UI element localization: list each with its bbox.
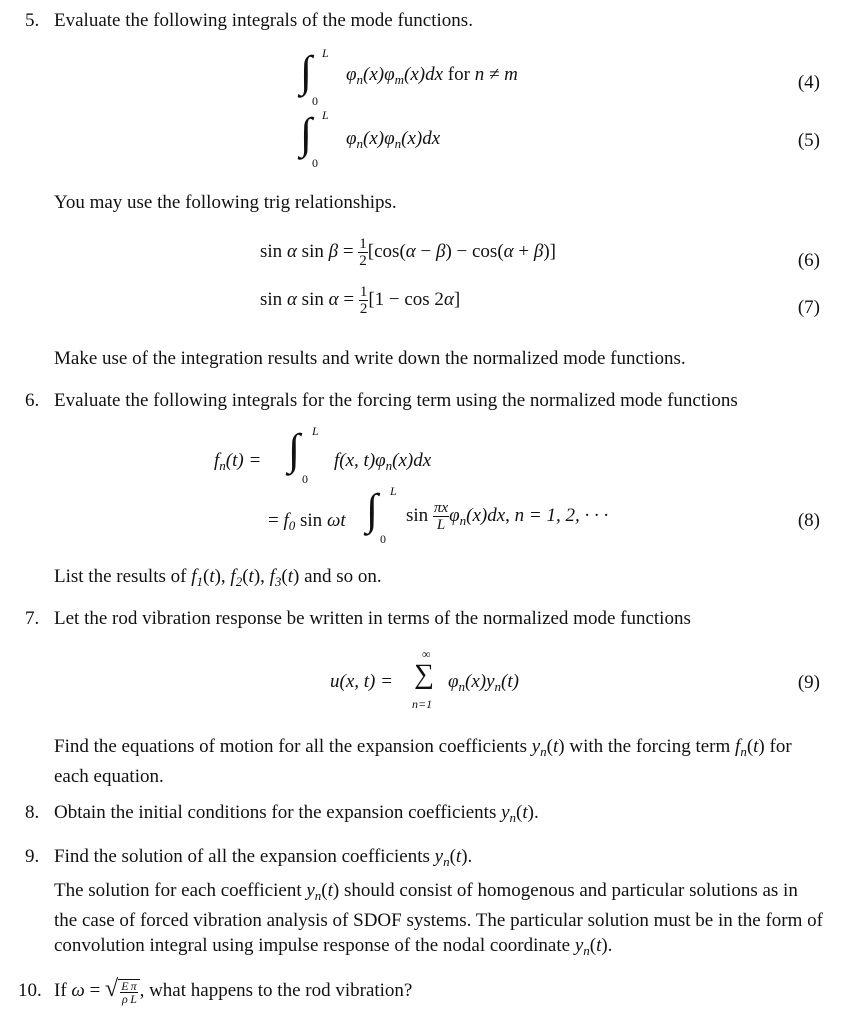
and-so-on-text: and so on.: [304, 566, 382, 587]
trig-intro: You may use the following trig relationships.: [54, 192, 397, 213]
normalize-paragraph: Make use of the integration results and write down the normalized mode functions.: [54, 348, 686, 369]
eom-text-a: Find the equations of motion for all the expansion coefficients: [54, 736, 527, 757]
equation-label-9: (9): [797, 672, 820, 693]
equation-label-7: (7): [797, 297, 820, 318]
solution-text-b: should consist of homogenous and particular solutions as in the case of forced vibration analysis of SDOF systems. The particular solution must be in the form of convolution integral using impulse response of the nodal coordinate: [54, 880, 823, 956]
eom-text-b: with the forcing term: [569, 736, 731, 757]
item-text-10: If ω = √ $\frac{E}{\rho}$ $\frac{\pi}{L}$ , what happens to the rod vibration?: [54, 976, 413, 1006]
eom-text-c: for each equation.: [54, 736, 792, 787]
equation-8-line2: = $f_0$ sin ωt ∫ L 0 sin $\frac{\pi x}{L}$ $\varphi_n(x)dx$, n = 1, 2, · · ·: [268, 484, 609, 546]
equation-9: u(x, t) = ∞ ∑ n=1 $\varphi_n(x)y_n(t)$: [330, 647, 519, 711]
item-number-6: 6.: [25, 390, 40, 411]
equation-7: sin α sin α = $\frac{1}{2}$ [1 − cos 2α]: [260, 284, 461, 317]
list-results-paragraph: List the results of $f_1(t)$, $f_2(t)$, $f_3(t)$ and so on.: [54, 566, 382, 589]
solution-paragraph: The solution for each coefficient $y_n(t)$ should consist of homogenous and particular solutions as in the case of forced vibration analysis of SDOF systems. The particular solution must be in the form of convolution integral using impulse response of the nodal coordinate $y_n(t)$.: [54, 880, 823, 958]
equation-label-6: (6): [797, 250, 820, 271]
item-text-10-tail: , what happens to the rod vibration?: [139, 980, 413, 1001]
for-word: for: [447, 64, 470, 85]
item-number-10: 10.: [18, 980, 42, 1001]
list-results-text: List the results of: [54, 566, 187, 587]
item-text-9-body: Find the solution of all the expansion coefficients: [54, 846, 430, 867]
equation-5: ∫ L 0 $\varphi_n(x)\varphi_n(x)dx$: [300, 108, 441, 170]
item-text-9: Find the solution of all the expansion coefficients $y_n(t)$.: [54, 846, 473, 869]
item-number-9: 9.: [25, 846, 40, 867]
equation-4: ∫ L 0 $\varphi_n(x)\varphi_m(x)dx$ for n ≠ m: [300, 46, 518, 108]
item-text-8-body: Obtain the initial conditions for the expansion coefficients: [54, 802, 497, 823]
equation-label-4: (4): [797, 72, 820, 93]
item-number-7: 7.: [25, 608, 40, 629]
item-number-5: 5.: [25, 10, 40, 31]
eom-paragraph: Find the equations of motion for all the expansion coefficients $y_n(t)$ with the forcing term $f_n(t)$ for each equation.: [54, 736, 792, 787]
item-text-10-body: If: [54, 980, 67, 1001]
item-number-8: 8.: [25, 802, 40, 823]
equation-label-8: (8): [797, 510, 820, 531]
equation-label-5: (5): [797, 130, 820, 151]
item-text-8: Obtain the initial conditions for the expansion coefficients $y_n(t)$.: [54, 802, 539, 825]
equation-6: sin α sin β = $\frac{1}{2}$ [cos(α − β) − cos(α + β)]: [260, 236, 556, 269]
item-text-7: Let the rod vibration response be written in terms of the normalized mode functions: [54, 608, 691, 629]
n-range: n = 1, 2, · · ·: [514, 504, 609, 526]
item-text-5: Evaluate the following integrals of the mode functions.: [54, 10, 473, 31]
solution-text-a: The solution for each coefficient: [54, 880, 302, 901]
item-text-6: Evaluate the following integrals for the forcing term using the normalized mode functions: [54, 390, 738, 411]
